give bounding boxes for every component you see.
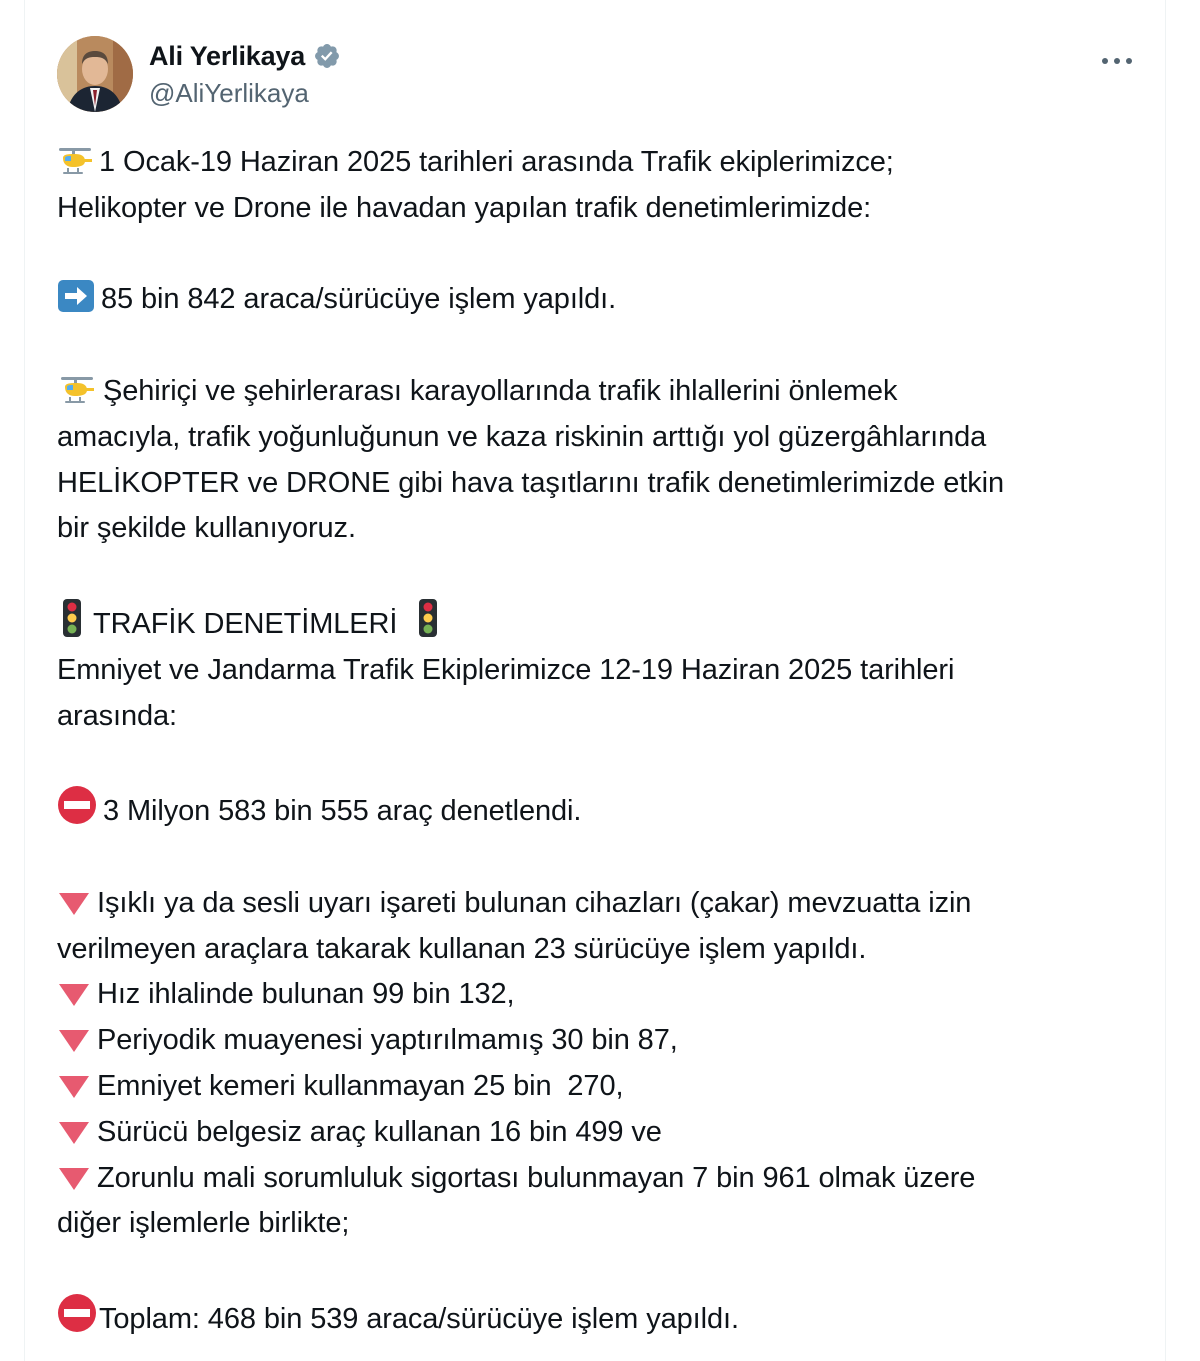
text-line: Işıklı ya da sesli uyarı işareti bulunan cihazları (çakar) mevzuatta izin	[97, 886, 972, 919]
list-item	[57, 1110, 1147, 1156]
text-line: Hız ihlalinde bulunan 99 bin 132,	[97, 978, 515, 1011]
paragraph-helicopter-summary	[57, 140, 1147, 232]
red-triangle-down-emoji	[57, 1072, 91, 1100]
list-item	[57, 1018, 1147, 1064]
red-triangle-down-emoji	[57, 889, 91, 917]
text-line: 1 Ocak-19 Haziran 2025 tarihleri arasında Trafik ekiplerimizce;	[99, 146, 894, 178]
no-entry-emoji	[57, 785, 97, 825]
author-block	[149, 38, 341, 109]
text-line: Sürücü belgesiz araç kullanan 16 bin 499 ve	[97, 1115, 662, 1148]
avatar[interactable]	[57, 36, 133, 112]
text-line: Şehiriçi ve şehirlerarası karayollarında trafik ihlallerini önlemek	[103, 374, 898, 407]
text-line: Periyodik muayenesi yaptırılmamış 30 bin 87,	[97, 1024, 678, 1057]
text-line: Helikopter ve Drone ile havadan yapılan trafik denetimlerimizde:	[57, 191, 872, 224]
helicopter-emoji	[57, 146, 93, 176]
list-item	[57, 1156, 1147, 1202]
paragraph-aerial-usage	[57, 369, 1147, 552]
text-line: 85 bin 842 araca/sürücüye işlem yapıldı.	[101, 283, 617, 316]
red-triangle-down-emoji	[57, 1118, 91, 1146]
text-line: 3 Milyon 583 bin 555 araç denetlendi.	[103, 795, 582, 828]
text-line: diğer işlemlerle birlikte;	[57, 1207, 350, 1240]
author-name[interactable]: Ali Yerlikaya	[149, 40, 306, 71]
text-line: Emniyet kemeri kullanmayan 25 bin 270,	[97, 1069, 624, 1102]
red-triangle-down-emoji	[57, 980, 91, 1008]
text-line: amacıyla, trafik yoğunluğunun ve kaza riskinin arttığı yol güzergâhlarında	[57, 420, 987, 453]
right-arrow-emoji	[57, 279, 95, 313]
text-line: arasında:	[57, 699, 178, 732]
text-line: bir şekilde kullanıyoruz.	[57, 512, 356, 545]
paragraph-inspections	[57, 598, 1147, 739]
traffic-light-emoji	[57, 598, 87, 638]
helicopter-emoji	[57, 375, 97, 405]
red-triangle-down-emoji	[57, 1164, 91, 1192]
tweet-header	[57, 36, 1137, 116]
red-triangle-down-emoji	[57, 1026, 91, 1054]
section-heading: TRAFİK DENETİMLERİ	[93, 607, 398, 640]
text-line: verilmeyen araçlara takarak kullanan 23 sürücüye işlem yapıldı.	[57, 932, 867, 965]
text-line: Toplam: 468 bin 539 araca/sürücüye işlem yapıldı.	[99, 1302, 739, 1335]
paragraph-vehicles-inspected	[57, 785, 1147, 835]
traffic-light-emoji	[413, 598, 443, 638]
list-item	[57, 972, 1147, 1018]
paragraph-total	[57, 1293, 1147, 1343]
text-line: Zorunlu mali sorumluluk sigortası bulunmayan 7 bin 961 olmak üzere	[97, 1161, 976, 1194]
verified-badge-icon[interactable]	[313, 42, 341, 70]
more-options-icon[interactable]	[1097, 46, 1137, 76]
paragraph-processed-count	[57, 277, 1147, 323]
author-handle[interactable]: @AliYerlikaya	[149, 78, 309, 108]
tweet-card	[24, 0, 1166, 1361]
list-item	[57, 881, 1147, 927]
no-entry-emoji	[57, 1293, 97, 1333]
tweet-text	[57, 140, 1147, 1343]
list-item	[57, 1064, 1147, 1110]
text-line: HELİKOPTER ve DRONE gibi hava taşıtlarını trafik denetimlerimizde etkin	[57, 466, 1005, 499]
violations-list	[57, 881, 1147, 1247]
text-line: Emniyet ve Jandarma Trafik Ekiplerimizce 12-19 Haziran 2025 tarihleri	[57, 653, 955, 686]
